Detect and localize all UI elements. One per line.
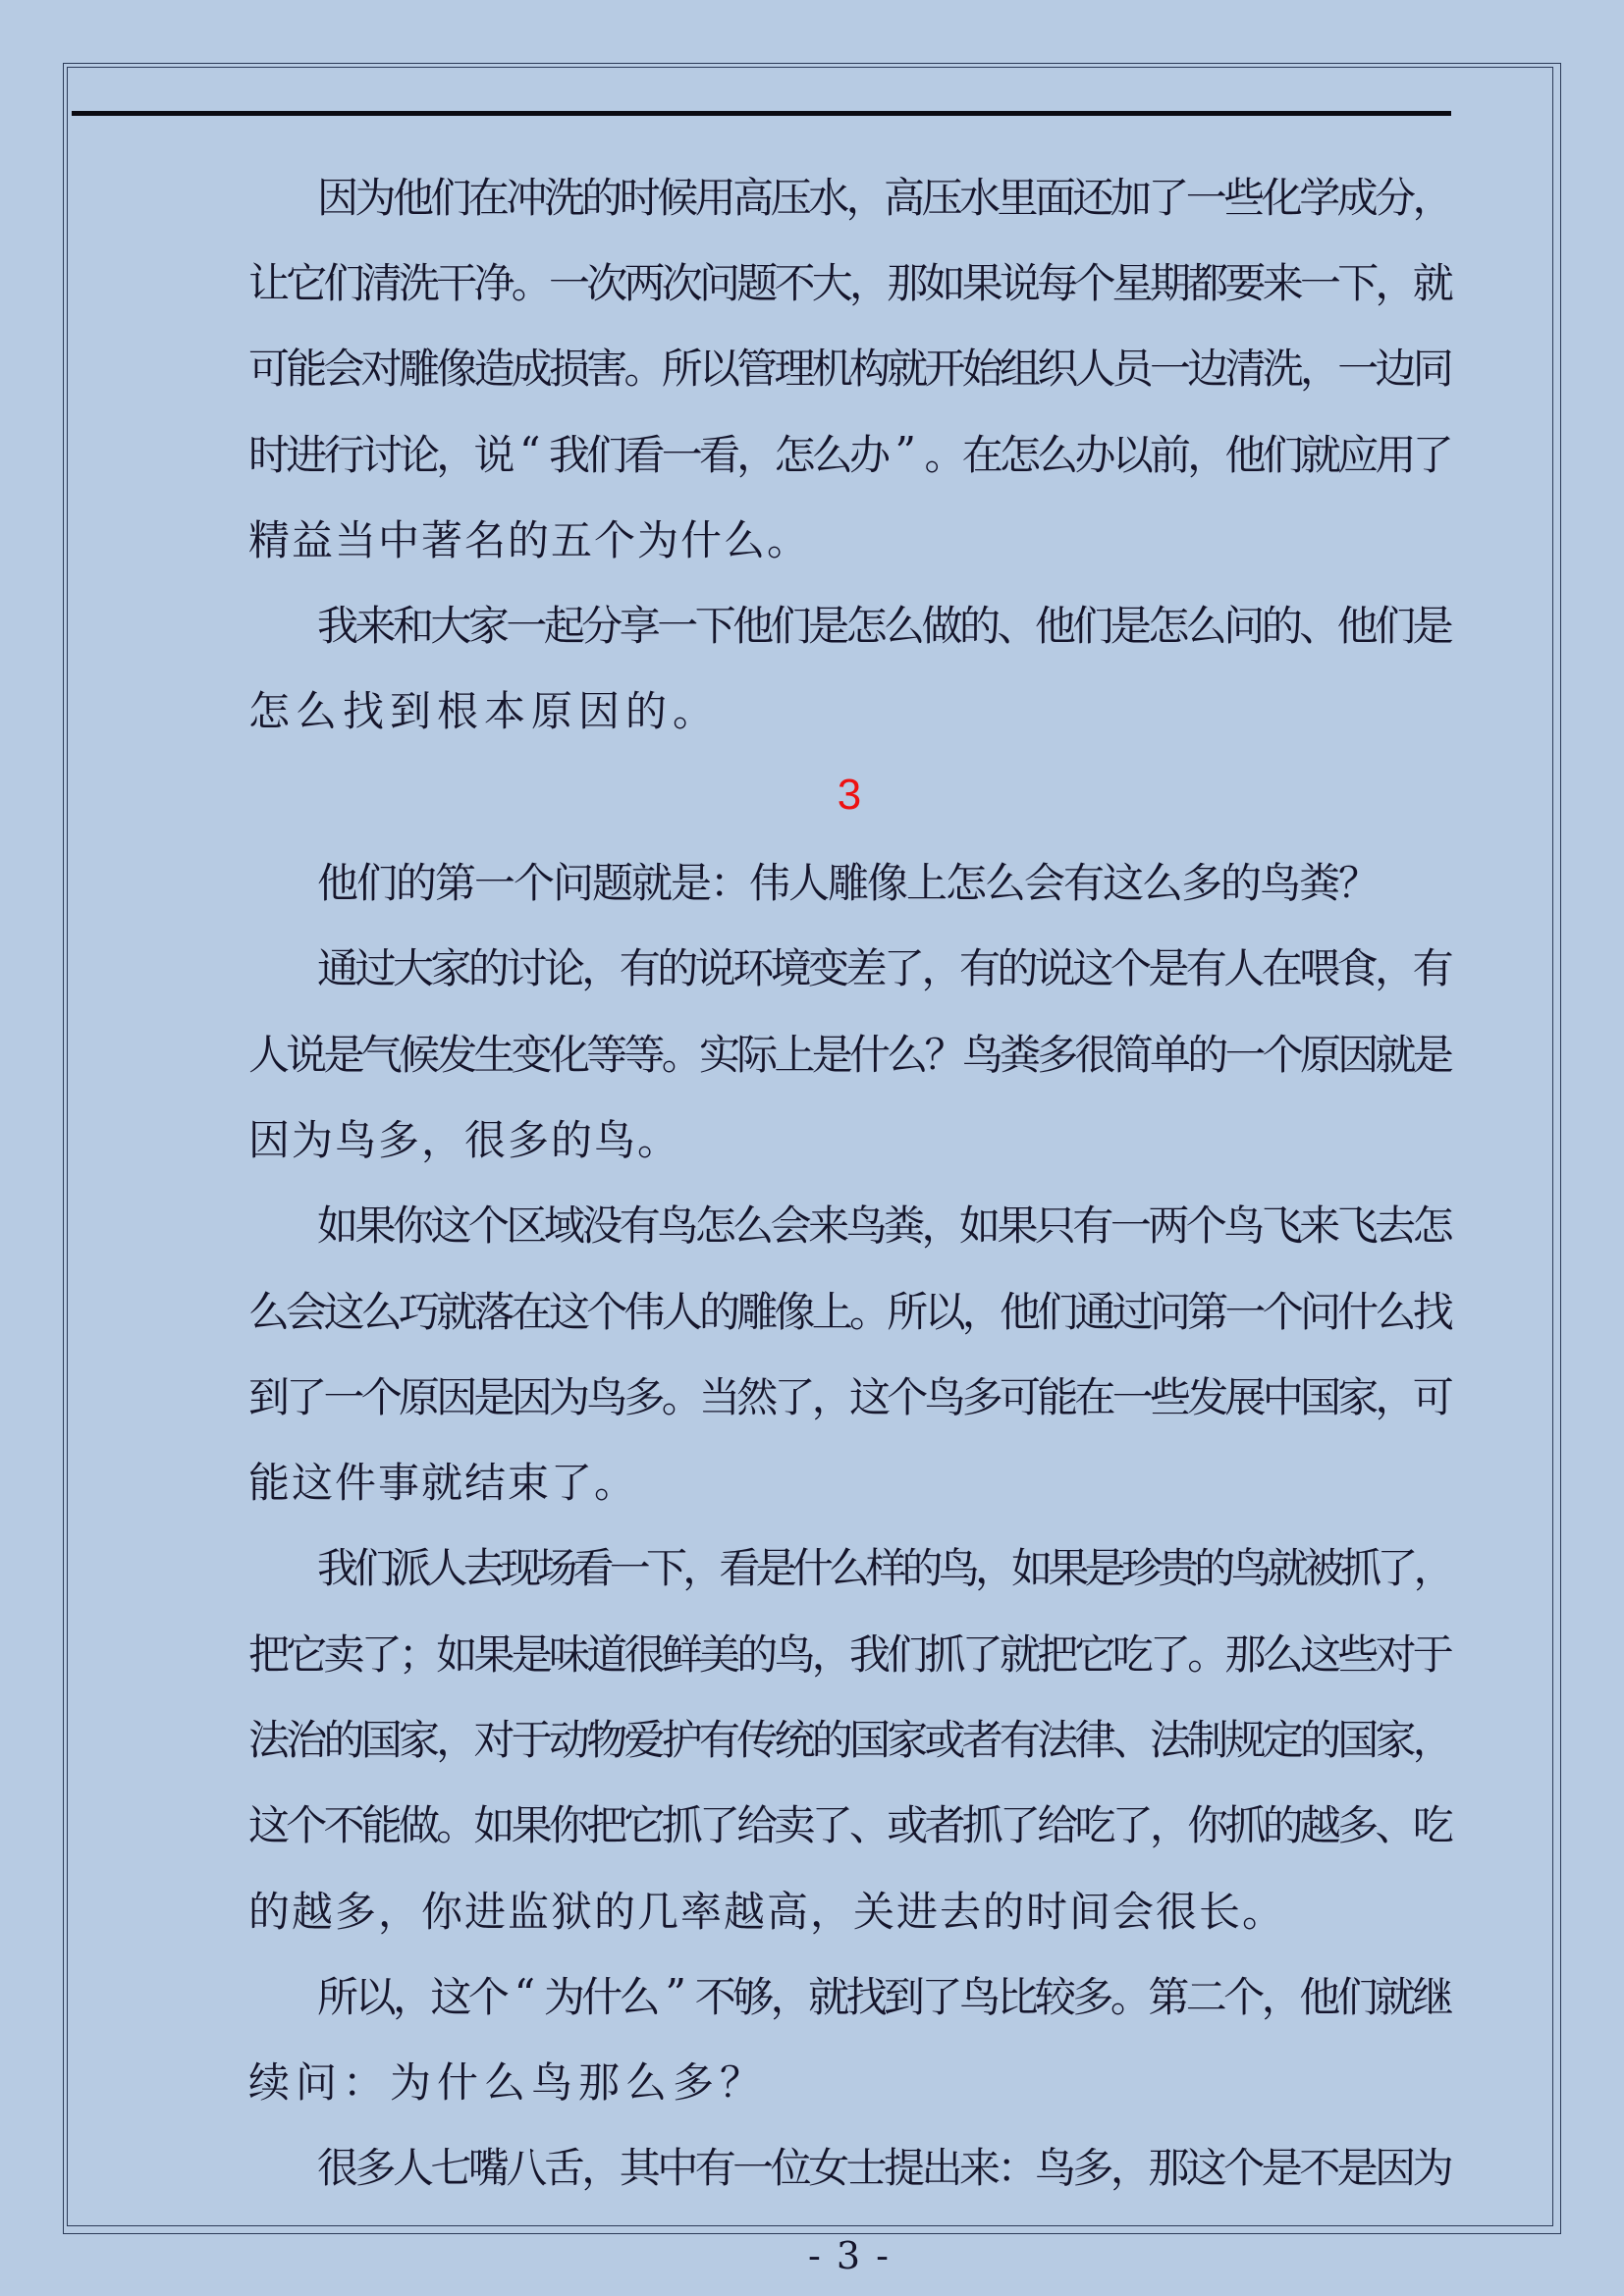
text-line: 我 们 派 人 去 现 场 看 一 下 ， 看 是 什 么 样 的 鸟 ， 如 果 是 珍 贵 的 鸟 就 被 抓 了 ， — [317, 1544, 1455, 1593]
text-line: 么 会 这 么 巧 就 落 在 这 个 伟 人 的 雕 像 上 。 所 以 ， 他 们 通 过 问 第 一 个 问 什 么 找 — [248, 1287, 1454, 1336]
text-line: 的越多，你进监狱的几率越高，关进去的时间会很长。 — [248, 1887, 1286, 1936]
text-line: 精益当中著名的五个为什么。 — [248, 515, 811, 564]
text-line: 我 来 和 大 家 一 起 分 享 一 下 他 们 是 怎 么 做 的 、 他 们 是 怎 么 问 的 、 他 们 是 — [317, 602, 1454, 651]
text-line: 可 能 会 对 雕 像 造 成 损 害 。 所 以 管 理 机 构 就 开 始 组 织 人 员 一 边 清 洗 ， 一 边 同 — [248, 345, 1454, 394]
text-line: 这 个 不 能 做 。 如 果 你 把 它 抓 了 给 卖 了 、 或 者 抓 了 给 吃 了 ， 你 抓 的 越 多 、 吃 — [248, 1801, 1454, 1850]
text-line: 人 说 是 气 候 发 生 变 化 等 等 。 实 际 上 是 什 么 ？ 鸟 粪 多 很 简 单 的 一 个 原 因 就 是 — [248, 1030, 1454, 1079]
text-block — [248, 152, 1455, 2209]
text-line: 他们的第一个问题就是：伟人雕像上怎么会有这么多的鸟粪？ — [317, 859, 1379, 908]
text-line: 到 了 一 个 原 因 是 因 为 鸟 多 。 当 然 了 ， 这 个 鸟 多 可 能 在 一 些 发 展 中 国 家 ， 可 — [248, 1372, 1454, 1421]
text-line: 让 它 们 清 洗 干 净 。 一 次 两 次 问 题 不 大 ， 那 如 果 说 每 个 星 期 都 要 来 一 下 ， 就 — [248, 258, 1454, 307]
text-line: 续问：为什么鸟那么多？ — [248, 2058, 768, 2108]
footer-page-number: - 3 - — [807, 2234, 891, 2277]
text-line: 怎么找到根本原因的。 — [248, 687, 721, 736]
text-line: 很 多 人 七 嘴 八 舌 ， 其 中 有 一 位 女 士 提 出 来 ： 鸟 多 ， 那 这 个 是 不 是 因 为 — [317, 2144, 1454, 2193]
text-line: 法 治 的 国 家 ， 对 于 动 物 爱 护 有 传 统 的 国 家 或 者 有 法 律 、 法 制 规 定 的 国 家 ， — [248, 1715, 1454, 1764]
header-rule — [72, 111, 1451, 116]
text-line: 能这件事就结束了。 — [248, 1459, 638, 1508]
text-line: 因 为 他 们 在 冲 洗 的 时 候 用 高 压 水 ， 高 压 水 里 面 还 加 了 一 些 化 学 成 分 ， — [317, 173, 1454, 222]
text-line: 把 它 卖 了 ； 如 果 是 味 道 很 鲜 美 的 鸟 ， 我 们 抓 了 就 把 它 吃 了 。 那 么 这 些 对 于 — [248, 1629, 1454, 1679]
text-line: 通 过 大 家 的 讨 论 ， 有 的 说 环 境 变 差 了 ， 有 的 说 这 个 是 有 人 在 喂 食 ， 有 — [317, 944, 1454, 993]
text-line: 所 以 ， 这 个 “ 为 什 么 ” 不 够 ， 就 找 到 了 鸟 比 较 多 。 第 二 个 ， 他 们 就 继 — [317, 1970, 1454, 2021]
section-number — [248, 752, 1450, 837]
text-line: 如 果 你 这 个 区 域 没 有 鸟 怎 么 会 来 鸟 粪 ， 如 果 只 有 一 两 个 鸟 飞 来 飞 去 怎 — [317, 1201, 1454, 1251]
text-line: 时 进 行 讨 论 ， 说 “ 我 们 看 一 看 ， 怎 么 办 ” 。 在 怎 么 办 以 前 ， 他 们 就 应 用 了 — [248, 428, 1454, 479]
text-line: 因为鸟多，很多的鸟。 — [248, 1115, 681, 1164]
section-number-value: 3 — [837, 770, 862, 819]
